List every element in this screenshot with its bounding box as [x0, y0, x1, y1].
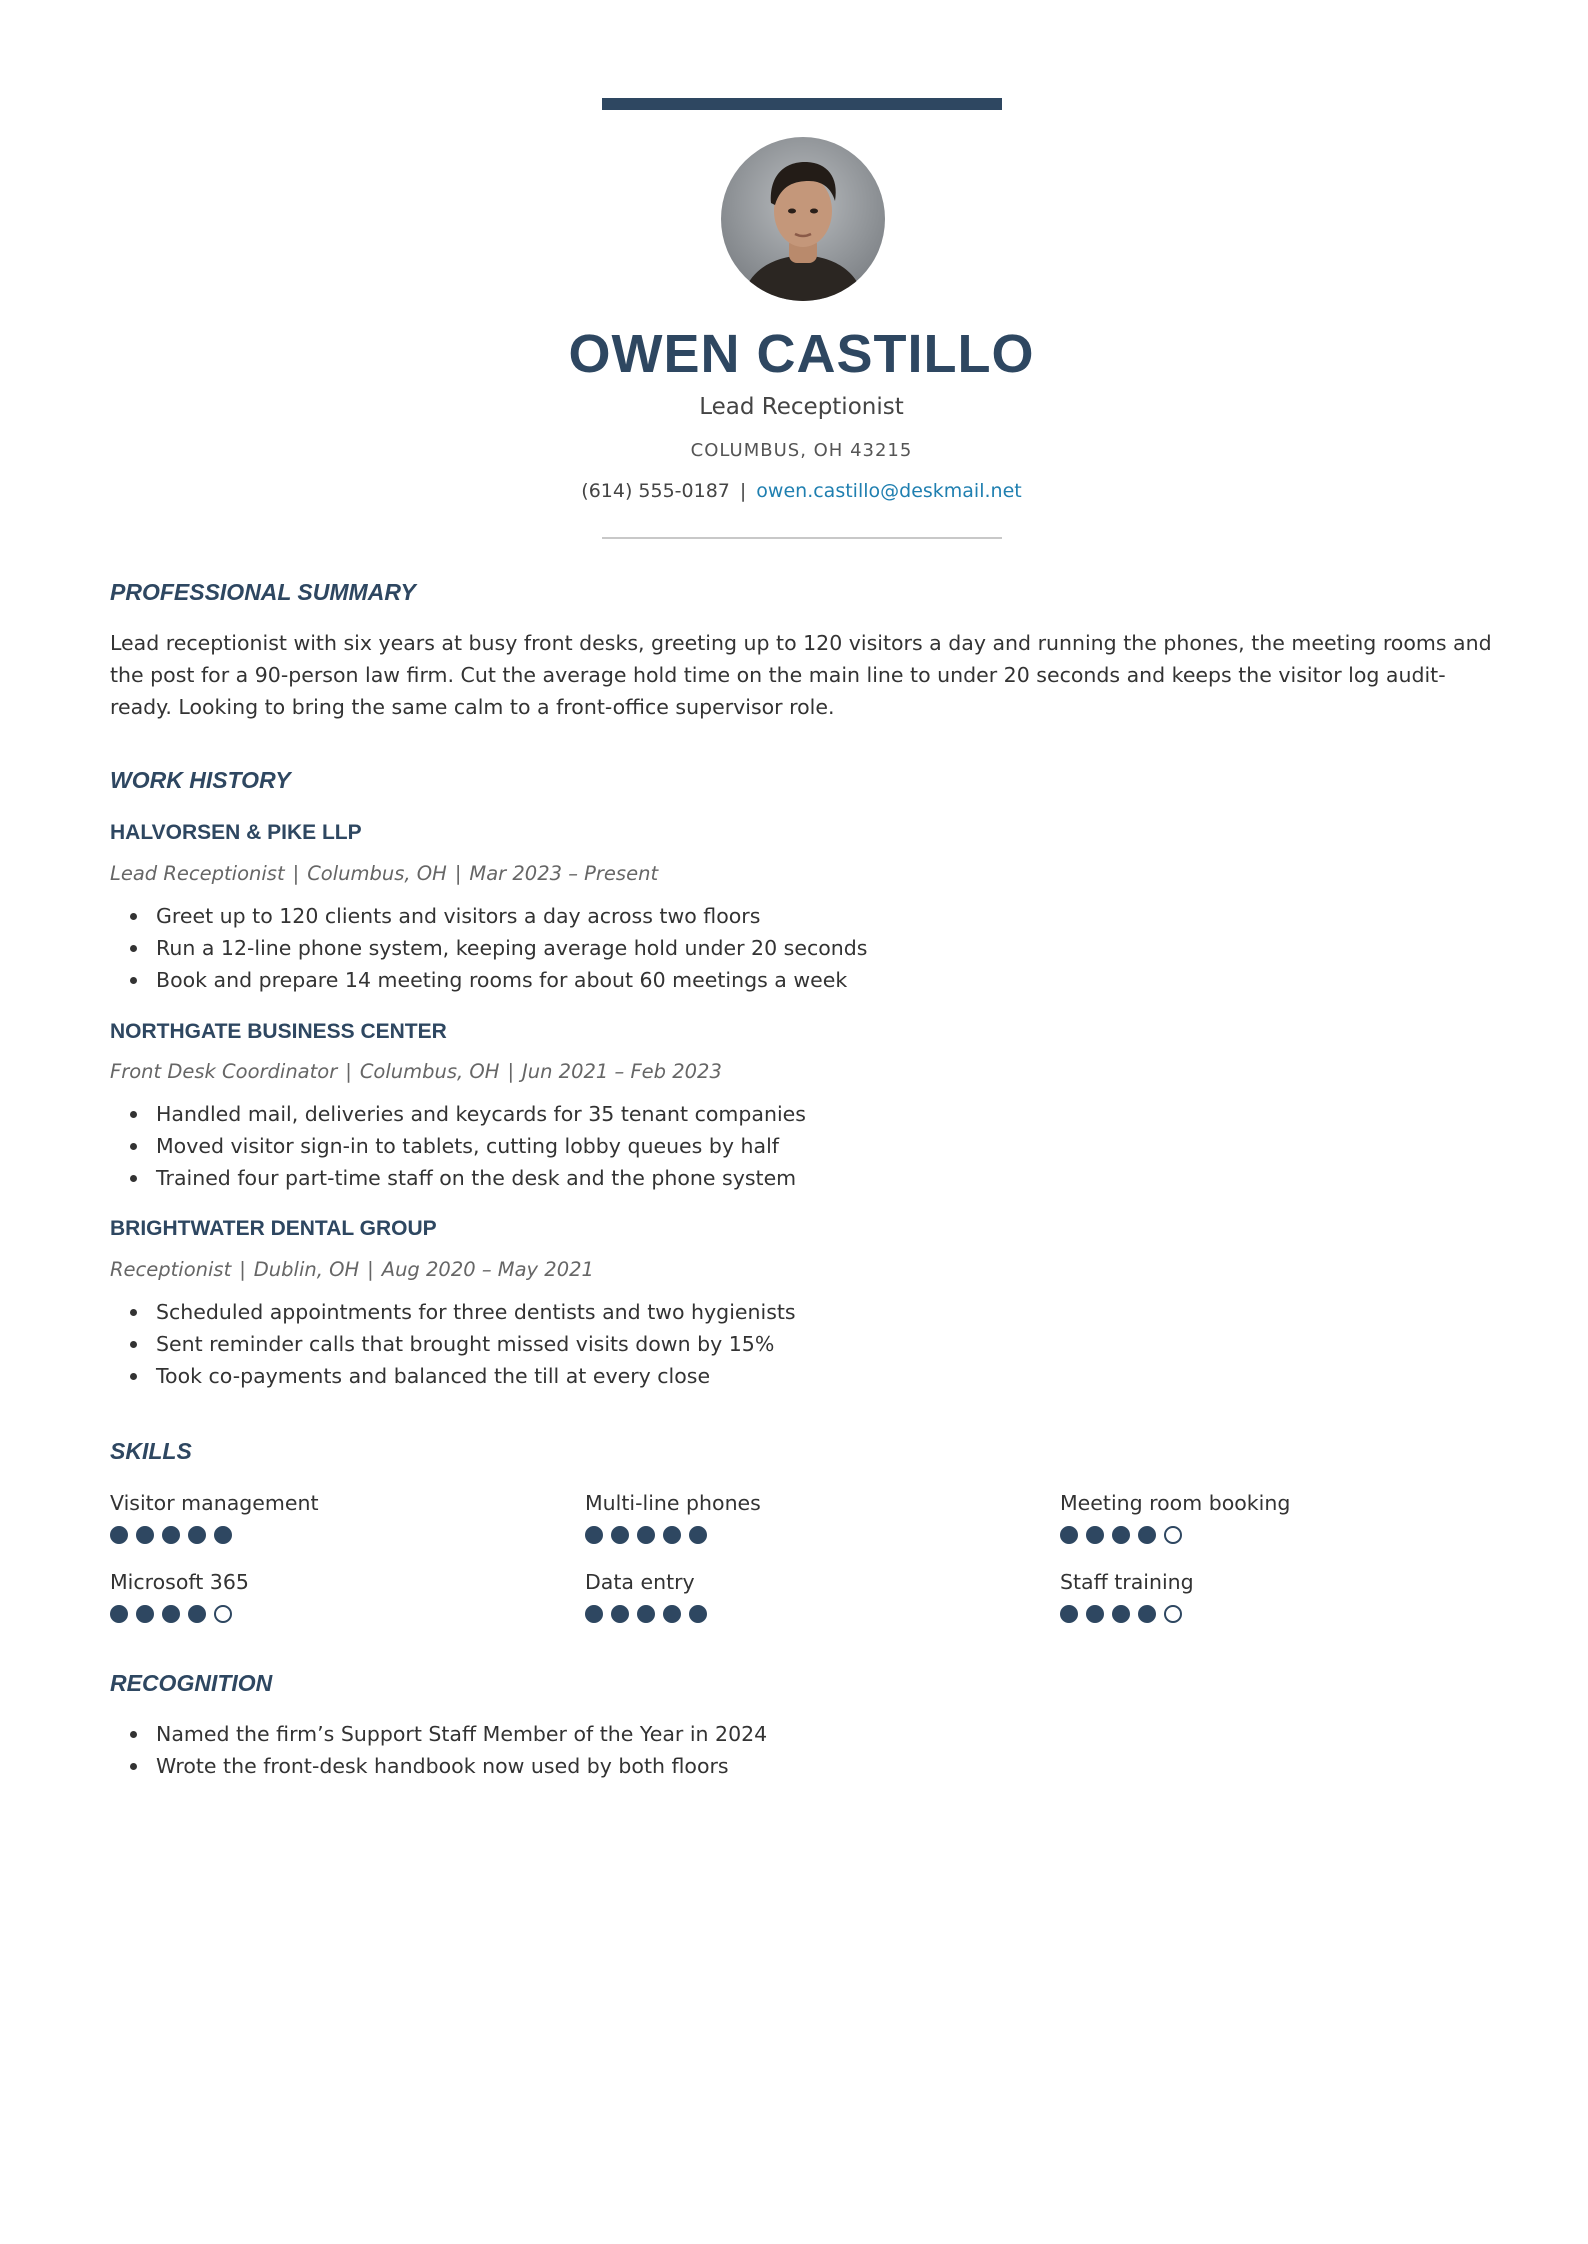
list-item: Handled mail, deliveries and keycards for 35 tenant companies [156, 1098, 806, 1130]
job-company: HALVORSEN & PIKE LLP [110, 821, 362, 844]
job-company: BRIGHTWATER DENTAL GROUP [110, 1217, 437, 1240]
avatar [721, 137, 885, 301]
rating-dot-filled [585, 1526, 603, 1544]
skill-name: Visitor management [110, 1491, 319, 1515]
job-bullets [110, 900, 867, 996]
work-history-heading: WORK HISTORY [110, 767, 291, 793]
skill-item [110, 1568, 530, 1625]
rating-dot-filled [637, 1605, 655, 1623]
list-item: Took co-payments and balanced the till at every close [156, 1360, 796, 1392]
header-accent-bar [602, 98, 1002, 110]
rating-dot-empty [214, 1605, 232, 1623]
skill-name: Data entry [585, 1570, 695, 1594]
job-role: Receptionist [110, 1258, 232, 1281]
skill-item [585, 1489, 1005, 1546]
list-item: Named the firm’s Support Staff Member of the Year in 2024 [156, 1718, 767, 1750]
contact-separator: | [739, 480, 747, 502]
meta-separator: | [292, 862, 300, 885]
skills-heading: SKILLS [110, 1438, 192, 1464]
rating-dot-filled [1060, 1526, 1078, 1544]
skill-name: Staff training [1060, 1570, 1194, 1594]
recognition-heading: RECOGNITION [110, 1670, 273, 1696]
skill-item [1060, 1568, 1480, 1625]
rating-dot-filled [1112, 1526, 1130, 1544]
rating-dot-filled [1060, 1605, 1078, 1623]
rating-dot-empty [1164, 1605, 1182, 1623]
list-item: Sent reminder calls that brought missed visits down by 15% [156, 1328, 796, 1360]
skill-item [585, 1568, 1005, 1625]
meta-separator: | [367, 1258, 374, 1281]
list-item: Scheduled appointments for three dentists and two hygienists [156, 1296, 796, 1328]
job-title: Lead Receptionist [699, 394, 904, 420]
rating-dot-filled [110, 1526, 128, 1544]
meta-separator: | [507, 1060, 515, 1083]
rating-dot-filled [1086, 1605, 1104, 1623]
rating-dot-filled [188, 1605, 206, 1623]
list-item: Greet up to 120 clients and visitors a day across two floors [156, 900, 867, 932]
job-bullets [110, 1296, 796, 1392]
skill-rating [585, 1605, 1005, 1625]
portrait-photo [721, 137, 885, 301]
job-dates: Mar 2023 – Present [469, 862, 659, 885]
job-location: Dublin, OH [253, 1258, 360, 1281]
rating-dot-filled [689, 1605, 707, 1623]
rating-dot-filled [611, 1526, 629, 1544]
rating-dot-filled [188, 1526, 206, 1544]
rating-dot-empty [1164, 1526, 1182, 1544]
job-company: NORTHGATE BUSINESS CENTER [110, 1020, 447, 1043]
rating-dot-filled [214, 1526, 232, 1544]
location: COLUMBUS, OH 43215 [690, 440, 913, 461]
list-item: Wrote the front-desk handbook now used by both floors [156, 1750, 767, 1782]
rating-dot-filled [1138, 1526, 1156, 1544]
phone-number: (614) 555-0187 [581, 480, 730, 502]
summary-text: Lead receptionist with six years at busy front desks, greeting up to 120 visitors a day and running the phones, the meeting rooms and the post for a 90-person law firm. Cut the average hold time on the main line to under 20 seconds and keeps the visitor log audit-ready. Looking to bring the same calm to a front-office supervisor role. [110, 631, 1492, 719]
skill-name: Multi-line phones [585, 1491, 761, 1515]
rating-dot-filled [162, 1526, 180, 1544]
job-role: Lead Receptionist [110, 862, 285, 885]
meta-separator: | [454, 862, 462, 885]
rating-dot-filled [585, 1605, 603, 1623]
job-meta [110, 1058, 722, 1086]
rating-dot-filled [1112, 1605, 1130, 1623]
rating-dot-filled [611, 1605, 629, 1623]
job-dates: Jun 2021 – Feb 2023 [522, 1060, 722, 1083]
job-dates: Aug 2020 – May 2021 [381, 1258, 594, 1281]
list-item: Trained four part-time staff on the desk and the phone system [156, 1162, 806, 1194]
email-link[interactable]: owen.castillo@deskmail.net [756, 480, 1022, 502]
skill-item [110, 1489, 530, 1546]
rating-dot-filled [663, 1526, 681, 1544]
recognition-list [110, 1718, 767, 1782]
skill-rating [585, 1526, 1005, 1546]
rating-dot-filled [663, 1605, 681, 1623]
header-divider [602, 537, 1002, 539]
rating-dot-filled [110, 1605, 128, 1623]
job-bullets [110, 1098, 806, 1194]
list-item: Book and prepare 14 meeting rooms for about 60 meetings a week [156, 964, 867, 996]
job-meta [110, 1256, 594, 1284]
skill-rating [1060, 1526, 1480, 1546]
summary-heading: PROFESSIONAL SUMMARY [110, 579, 416, 605]
skill-rating [110, 1605, 530, 1625]
skill-rating [110, 1526, 530, 1546]
rating-dot-filled [136, 1605, 154, 1623]
contact-line [0, 478, 1588, 504]
list-item: Moved visitor sign-in to tablets, cutting lobby queues by half [156, 1130, 806, 1162]
job-location: Columbus, OH [359, 1060, 500, 1083]
meta-separator: | [239, 1258, 246, 1281]
rating-dot-filled [136, 1526, 154, 1544]
meta-separator: | [345, 1060, 352, 1083]
skill-rating [1060, 1605, 1480, 1625]
rating-dot-filled [1138, 1605, 1156, 1623]
skill-name: Microsoft 365 [110, 1570, 249, 1594]
candidate-name: OWEN CASTILLO [568, 324, 1035, 384]
job-location: Columbus, OH [307, 862, 447, 885]
skill-item [1060, 1489, 1480, 1546]
rating-dot-filled [637, 1526, 655, 1544]
rating-dot-filled [689, 1526, 707, 1544]
job-role: Front Desk Coordinator [110, 1060, 338, 1083]
job-meta [110, 860, 658, 888]
rating-dot-filled [1086, 1526, 1104, 1544]
rating-dot-filled [162, 1605, 180, 1623]
list-item: Run a 12-line phone system, keeping average hold under 20 seconds [156, 932, 867, 964]
skill-name: Meeting room booking [1060, 1491, 1291, 1515]
